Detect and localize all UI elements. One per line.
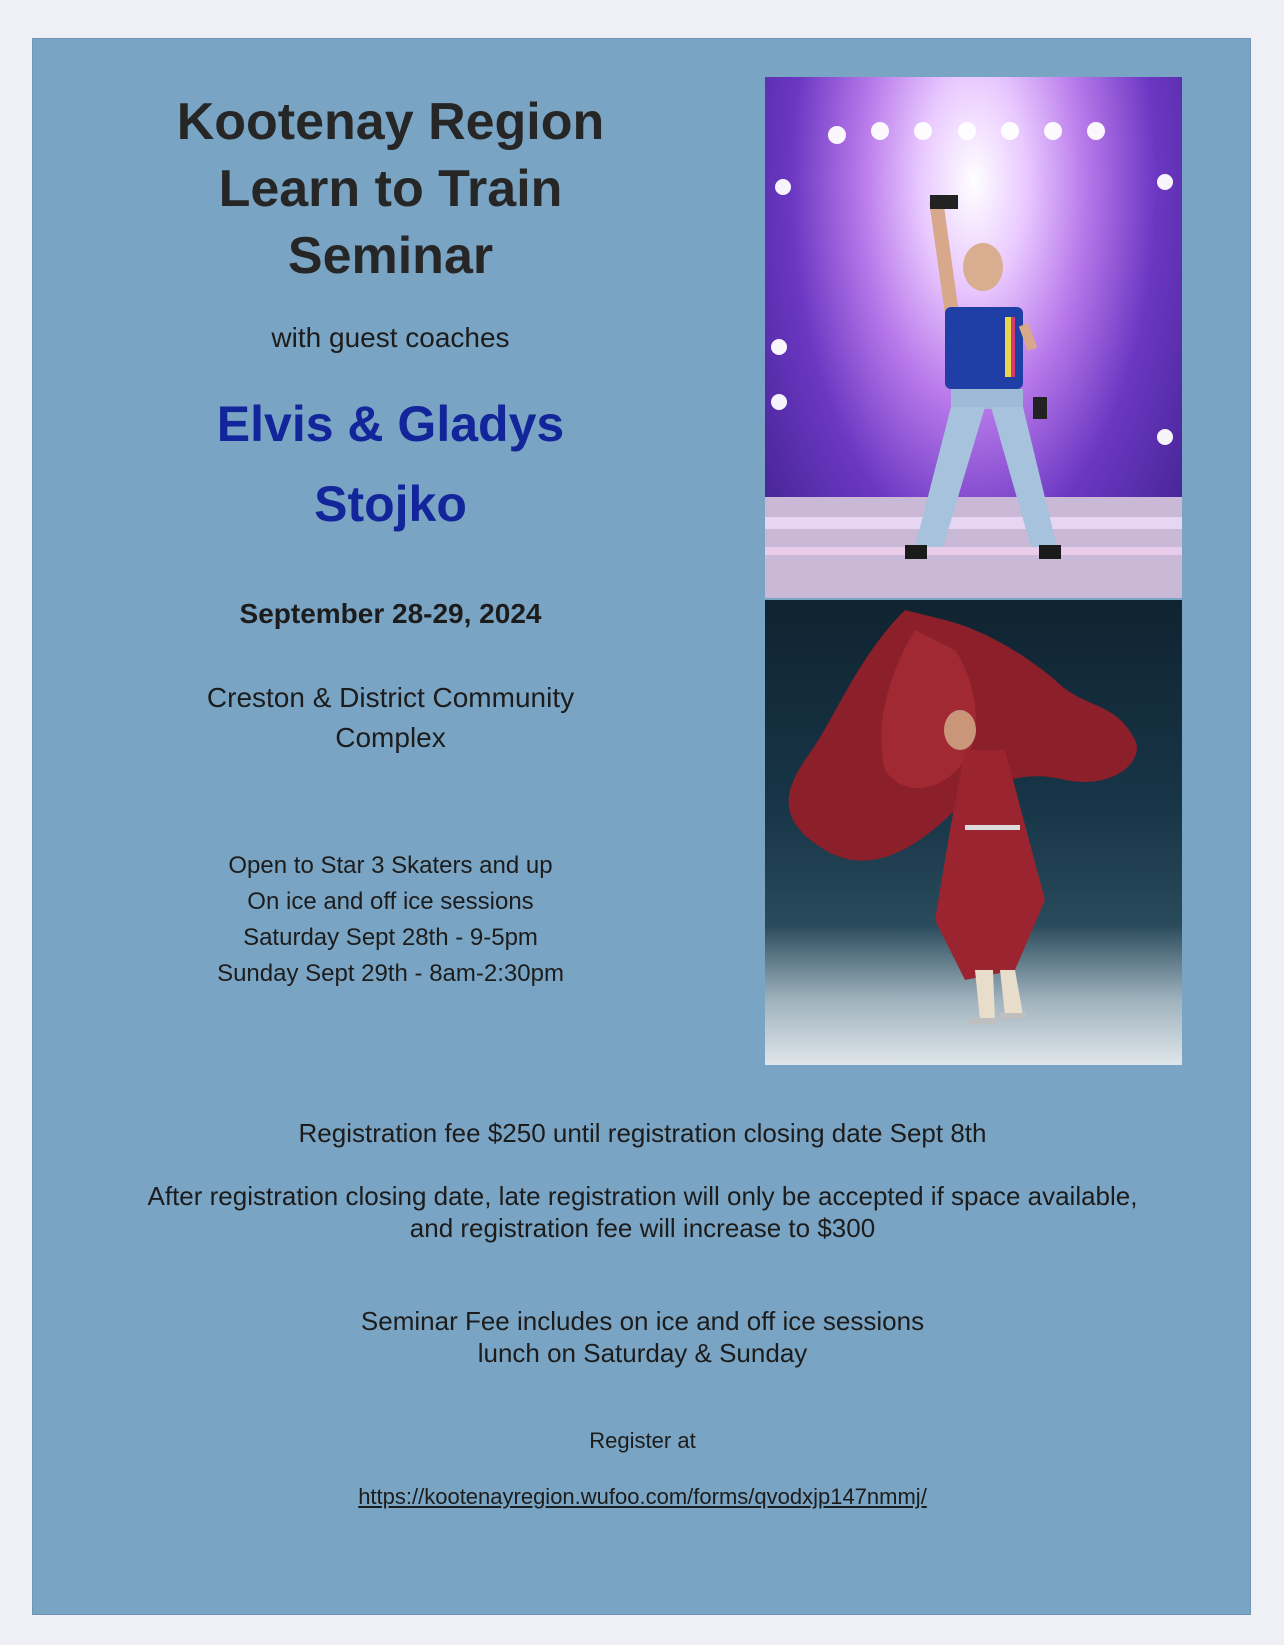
event-dates: September 28-29, 2024 — [239, 598, 542, 629]
late-registration-line-2: and registration fee will increase to $300 — [409, 1213, 876, 1243]
registration-fee: Registration fee $250 until registration closing date Sept 8th — [298, 1118, 987, 1148]
title-line-1: Kootenay Region — [176, 93, 605, 151]
title-line-2: Learn to Train — [218, 160, 563, 218]
coach-names-line-2: Stojko — [314, 476, 467, 532]
fee-includes — [33, 1305, 1252, 1369]
detail-line: Saturday Sept 28th - 9-5pm — [243, 924, 538, 951]
fee-includes-line-2: lunch on Saturday & Sunday — [477, 1338, 808, 1368]
session-details — [93, 848, 688, 992]
female-skater-illustration — [765, 600, 1182, 1065]
coach-names-line-1: Elvis & Gladys — [216, 396, 565, 452]
detail-line: Open to Star 3 Skaters and up — [228, 852, 553, 879]
registration-link[interactable]: https://kootenayregion.wufoo.com/forms/qvodxjp147nmmj/ — [358, 1484, 927, 1509]
title-line-3: Seminar — [287, 227, 494, 285]
left-column — [93, 89, 688, 992]
subtitle: with guest coaches — [271, 322, 510, 353]
flyer-page — [32, 38, 1251, 1615]
female-skater-photo — [765, 600, 1182, 1065]
venue — [93, 678, 688, 758]
late-registration-line-1: After registration closing date, late registration will only be accepted if space available, — [147, 1181, 1138, 1211]
venue-line-1: Creston & District Community — [206, 682, 575, 713]
detail-line: Sunday Sept 29th - 8am-2:30pm — [217, 960, 564, 987]
male-skater-illustration — [765, 77, 1182, 598]
page-title — [93, 89, 688, 290]
register-at-label: Register at — [589, 1428, 696, 1453]
fee-includes-line-1: Seminar Fee includes on ice and off ice sessions — [360, 1306, 925, 1336]
coach-names — [93, 384, 688, 544]
venue-line-2: Complex — [335, 722, 446, 753]
male-skater-photo — [765, 77, 1182, 598]
detail-line: On ice and off ice sessions — [247, 888, 534, 915]
late-registration — [33, 1180, 1252, 1244]
